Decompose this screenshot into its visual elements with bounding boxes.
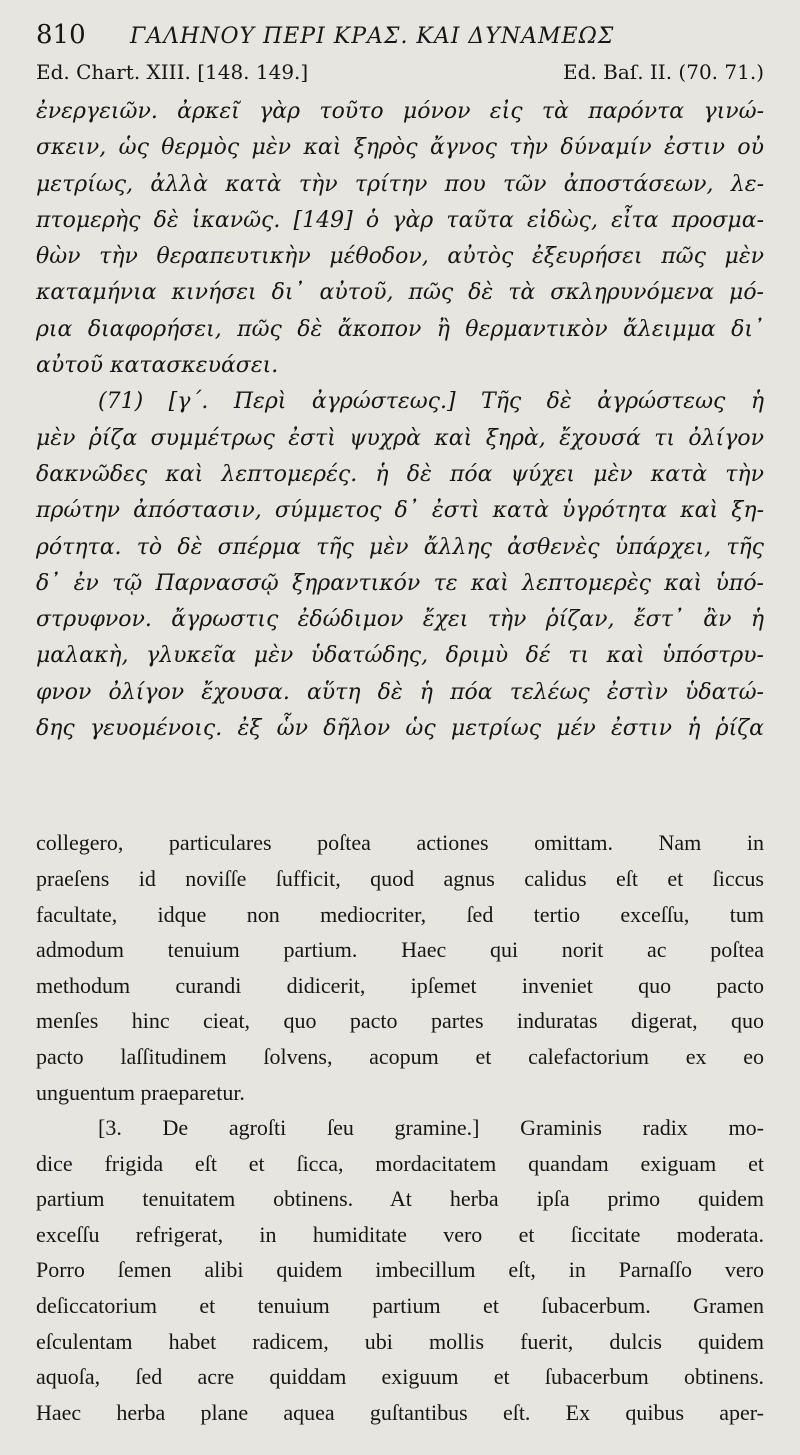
running-title: ΓΑΛΗΝΟΥ ΠΕΡΙ ΚΡΑΣ. ΚΑΙ ΔΥΝΑΜΕΩΣ xyxy=(130,24,615,49)
latin-line: praeſens id noviſſe ſufficit, quod agnus calidus eſt et ſiccus xyxy=(36,865,764,891)
greek-line: ρια διαφορήσει, πῶς δὲ ἄκοπον ἢ θερμαντικὸν ἄλειμμα δι᾽ xyxy=(36,316,764,342)
edition-references xyxy=(36,60,764,90)
greek-section-heading-line: (71) [γ΄. Περὶ ἀγρώστεως.] Τῆς δὲ ἀγρώστεως ἡ xyxy=(98,389,764,415)
page-number: 810 xyxy=(36,20,86,50)
greek-line: μετρίως, ἀλλὰ κατὰ τὴν τρίτην που τῶν ἀποστάσεων, λε- xyxy=(36,171,764,197)
edition-left: Ed. Chart. XIII. [148. 149.] xyxy=(36,60,309,84)
greek-line: θὼν τὴν θεραπευτικὴν μέθοδον, αὐτὸς ἐξευρήσει πῶς μὲν xyxy=(36,244,764,270)
greek-line: ἐνεργειῶν. ἀρκεῖ γὰρ τοῦτο μόνον εἰς τὰ παρόντα γινώ- xyxy=(36,99,764,124)
greek-line: μαλακὴ, γλυκεῖα μὲν ὑδατώδης, δριμὺ δέ τι καὶ ὑπόστρυ- xyxy=(36,643,764,669)
latin-line: partium tenuitatem obtinens. At herba ipſa primo quidem xyxy=(36,1186,764,1212)
latin-line: menſes hinc cieat, quo pacto partes induratas digerat, quo xyxy=(36,1008,764,1034)
latin-text-block xyxy=(36,825,764,1430)
latin-line: aquoſa, ſed acre quiddam exiguum et ſubacerbum obtinens. xyxy=(36,1364,764,1390)
greek-line: στρυφνον. ἄγρωστις ἐδώδιμον ἔχει τὴν ῥίζαν, ἔστ᾽ ἂν ἡ xyxy=(36,607,764,633)
greek-line: δακνῶδες καὶ λεπτομερές. ἡ δὲ πόα ψύχει μὲν κατὰ τὴν xyxy=(36,461,764,487)
column-gap xyxy=(36,747,764,825)
greek-line: ρότητα. τὸ δὲ σπέρμα τῆς μὲν ἄλλης ἀσθενὲς ὑπάρχει, τῆς xyxy=(36,534,764,560)
greek-line: αὐτοῦ κατασκευάσει. xyxy=(36,353,279,379)
latin-line: pacto laſſitudinem ſolvens, acopum et calefactorium ex eo xyxy=(36,1043,764,1069)
latin-line: unguentum praeparetur. xyxy=(36,1079,245,1105)
greek-line: δ᾽ ἐν τῷ Παρνασσῷ ξηραντικόν τε καὶ λεπτομερὲς καὶ ὑπό- xyxy=(36,570,764,596)
latin-line: exceſſu refrigerat, in humiditate vero et ſiccitate moderata. xyxy=(36,1221,764,1247)
latin-line: admodum tenuium partium. Haec qui norit ac poſtea xyxy=(36,937,764,963)
greek-line: φνον ὀλίγον ἔχουσα. αὕτη δὲ ἡ πόα τελέως ἐστὶν ὑδατώ- xyxy=(36,679,764,705)
greek-line: μὲν ῥίζα συμμέτρως ἐστὶ ψυχρὰ καὶ ξηρὰ, ἔχουσά τι ὀλίγον xyxy=(36,425,764,451)
latin-line: dice frigida eſt et ſicca, mordacitatem quandam exiguam et xyxy=(36,1150,764,1176)
latin-line: methodum curandi didicerit, ipſemet inveniet quo pacto xyxy=(36,972,764,998)
greek-line: πρώτην ἀπόστασιν, σύμμετος δ᾽ ἐστὶ κατὰ ὑγρότητα καὶ ξη- xyxy=(36,498,764,524)
greek-line: καταμήνια κινήσει δι᾽ αὐτοῦ, πῶς δὲ τὰ σκληρυνόμενα μό- xyxy=(36,280,764,306)
greek-line: δης γευομένοις. ἐξ ὧν δῆλον ὡς μετρίως μέν ἐστιν ἡ ῥίζα xyxy=(36,716,764,742)
latin-line: facultate, idque non mediocriter, ſed tertio exceſſu, tum xyxy=(36,901,764,927)
greek-text-block xyxy=(36,94,764,747)
latin-line: Porro ſemen alibi quidem imbecillum eſt, in Parnaſſo vero xyxy=(36,1257,764,1283)
latin-line: collegero, particulares poſtea actiones omittam. Nam in xyxy=(36,830,764,856)
latin-line: Haec herba plane aquea guſtantibus eſt. Ex quibus aper- xyxy=(36,1399,764,1425)
latin-line: eſculentam habet radicem, ubi mollis fuerit, dulcis quidem xyxy=(36,1328,764,1354)
page-header xyxy=(36,20,764,60)
latin-section-heading-line: [3. De agroſti ſeu gramine.] Graminis radix mo- xyxy=(98,1115,764,1141)
latin-line: deſiccatorium et tenuium partium et ſubacerbum. Gramen xyxy=(36,1293,764,1319)
greek-line: σκειν, ὡς θερμὸς μὲν καὶ ξηρὸς ἄγνος τὴν δύναμίν ἐστιν οὐ xyxy=(36,135,764,161)
greek-line: πτομερὴς δὲ ἱκανῶς. [149] ὁ γὰρ ταῦτα εἰδὼς, εἶτα προσμα- xyxy=(36,207,764,233)
edition-right: Ed. Baſ. II. (70. 71.) xyxy=(563,60,764,84)
